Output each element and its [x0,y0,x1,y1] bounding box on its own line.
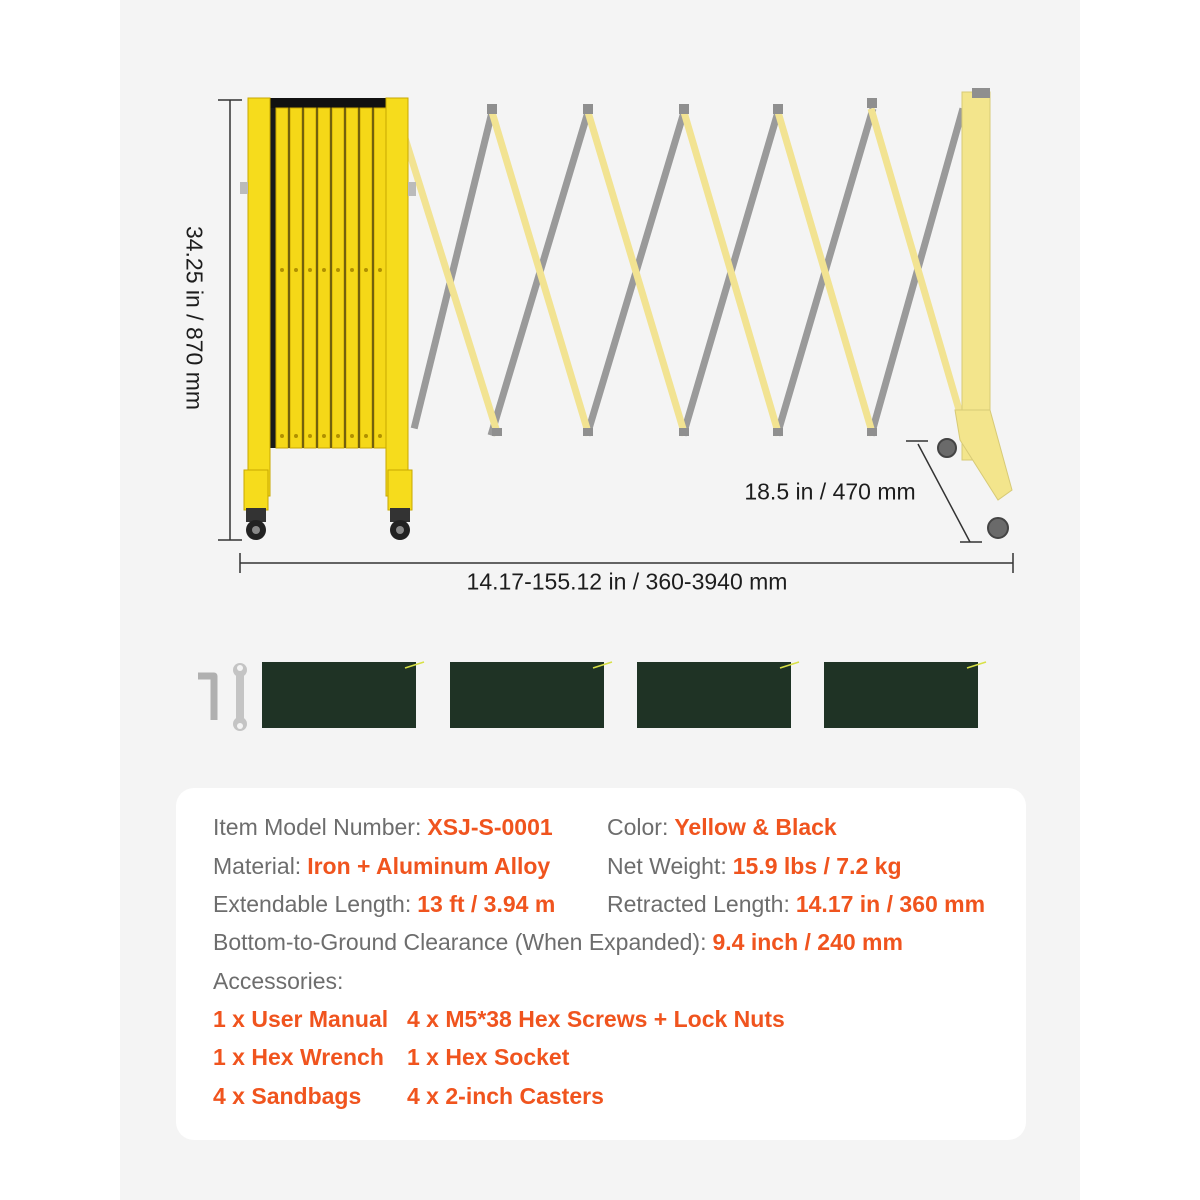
caster-icon [938,439,956,457]
spec-weight: Net Weight: 15.9 lbs / 7.2 kg [607,853,902,879]
hex-socket-icon [198,676,214,720]
spec-clearance: Bottom-to-Ground Clearance (When Expanded): 9.4 inch / 240 mm [213,929,903,955]
spec-accessories-label: Accessories: [213,968,344,994]
accessory-item: 4 x 2-inch Casters [407,1083,604,1109]
spec-retracted-length: Retracted Length: 14.17 in / 360 mm [607,891,986,917]
scissor-lattice [405,98,962,436]
spec-extendable-length: Extendable Length: 13 ft / 3.94 m [213,891,556,917]
specs-card [176,788,1026,1140]
sandbag-icon [824,662,986,728]
sandbag-icon [450,662,612,728]
caster-icon [390,508,410,540]
accessory-item: 4 x Sandbags [213,1083,362,1109]
accessory-item: 4 x M5*38 Hex Screws + Lock Nuts [407,1006,785,1032]
height-dimension-line [218,100,242,540]
sandbag-icon [637,662,799,728]
spec-material: Material: Iron + Aluminum Alloy [213,853,551,879]
accessory-item: 1 x User Manual [213,1006,389,1032]
height-dimension-label: 34.25 in / 870 mm [181,225,208,411]
hex-wrench-icon [233,663,247,731]
base-dimension-label: 18.5 in / 470 mm [744,478,916,505]
sandbag-icon [262,662,424,728]
spec-color: Color: Yellow & Black [607,814,837,840]
accessory-item: 1 x Hex Socket [407,1044,570,1070]
accessory-item: 1 x Hex Wrench [213,1044,384,1070]
caster-icon [246,508,266,540]
caster-icon [988,518,1008,538]
spec-model: Item Model Number: XSJ-S-0001 [213,814,553,840]
length-dimension-label: 14.17-155.12 in / 360-3940 mm [466,568,788,595]
retracted-gate [240,98,416,540]
